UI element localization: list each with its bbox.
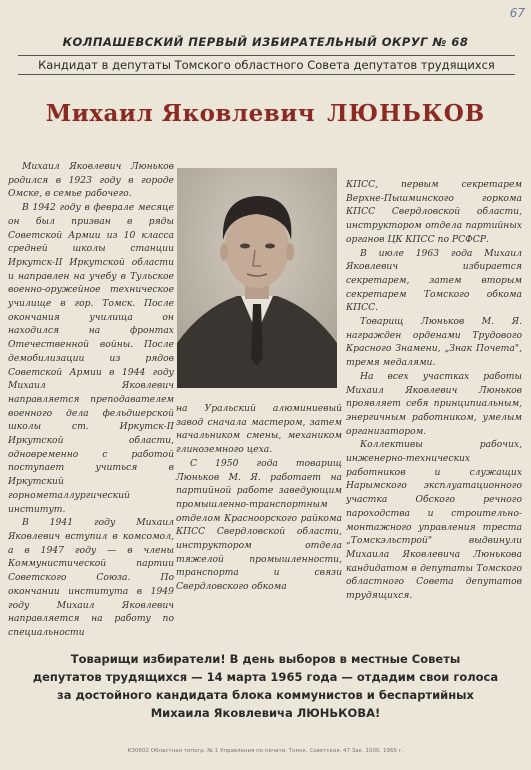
paragraph: На всех участках работы Михаил Яковлевич Люньков проявляет себя принципиальным, энергичным работником, умелым организатором. xyxy=(346,370,522,437)
page-number: 67 xyxy=(509,6,525,20)
biography-column-3 xyxy=(346,178,522,603)
appeal-line: за достойного кандидата блока коммунистов и беспартийных xyxy=(57,688,474,702)
paragraph: С 1950 года товарищ Люньков М. Я. работает на партийной работе заведующим промышленно-транспортным отделом Красноорского райкома КПСС Свердловской области, инструктором отдела тяжелой промышленности, транспорта и связи Свердловского обкома xyxy=(176,457,342,593)
candidate-line: Кандидат в депутаты Томского областного Совета депутатов трудящихся xyxy=(18,55,515,75)
candidate-name xyxy=(0,100,531,127)
paragraph: В 1942 году в феврале месяце он был призван в ряды Советской Армии из 10 класса средней школы станции Иркутск-II Иркутской области и направлен на учебу в Тульское военно-оружейное техническое училище в гор. Томск. После окончания училища он находился на фронтах Отечественной войны. После демобилизации из рядов Советской Армии в 1944 году Михаил Яковлевич направляется преподавателем военного дела фельдшерской школы ст. Иркутск-II Иркутской области, одновременно с работой поступает учиться в Иркутский горнометаллургический институт. xyxy=(8,202,174,515)
paragraph: В июле 1963 года Михаил Яковлевич избирается секретарем, затем вторым секретарем Томского обкома КПСС. xyxy=(346,247,522,314)
printer-imprint: К30602 Областная типогр. № 1 Управления по печати. Томск, Советская, 47 Зак. 1000. 1965 г. xyxy=(127,748,404,754)
appeal-line: Михаила Яковлевича ЛЮНЬКОВА! xyxy=(150,706,381,720)
candidate-portrait-photo xyxy=(177,168,337,388)
paragraph: КПСС, первым секретарем Верхне-Пышминского горкома КПСС Свердловской области, инструктором отдела партийных органов ЦК КПСС по РСФСР. xyxy=(346,179,522,245)
biography-column-2 xyxy=(176,402,342,594)
paragraph: Коллективы рабочих, инженерно-технических работников и служащих Нарымского эксплуатационного участка Обского речного пароходства и строительно-монтажного управления треста „Томскэльстрой" выдвинули Михаила Яковлевича Люнькова кандидатом в депутаты Томского областного Совета депутатов трудящихся. xyxy=(346,439,522,602)
paragraph: В 1941 году Михаил Яковлевич вступил в комсомол, а в 1947 году — в члены Коммунистической партии Советского Союза. По окончании института в 1949 году Михаил Яковлевич направляется на работу по специальности xyxy=(8,517,174,638)
paragraph: на Уральский алюминиевый завод сначала мастером, затем начальником смены, механиком глиноземного цеха. xyxy=(176,403,342,456)
portrait-image xyxy=(177,168,337,388)
appeal-line: Товарищи избиратели! В день выборов в местные Советы xyxy=(70,652,461,666)
paragraph: Товарищ Люньков М. Я. награжден орденами Трудового Красного Знамени, „Знак Почета", тремя медалями. xyxy=(346,316,522,369)
district-heading: КОЛПАШЕВСКИЙ ПЕРВЫЙ ИЗБИРАТЕЛЬНЫЙ ОКРУГ № 68 xyxy=(62,35,469,49)
appeal-line: депутатов трудящихся — 14 марта 1965 года — отдадим свои голоса xyxy=(32,670,499,684)
voter-appeal xyxy=(0,650,531,722)
candidate-first-names: Михаил Яковлевич xyxy=(45,100,316,127)
candidate-surname: ЛЮНЬКОВ xyxy=(327,100,486,127)
biography-column-1 xyxy=(8,160,174,640)
paragraph: Михаил Яковлевич Люньков родился в 1923 году в городе Омске, в семье рабочего. xyxy=(8,161,174,200)
